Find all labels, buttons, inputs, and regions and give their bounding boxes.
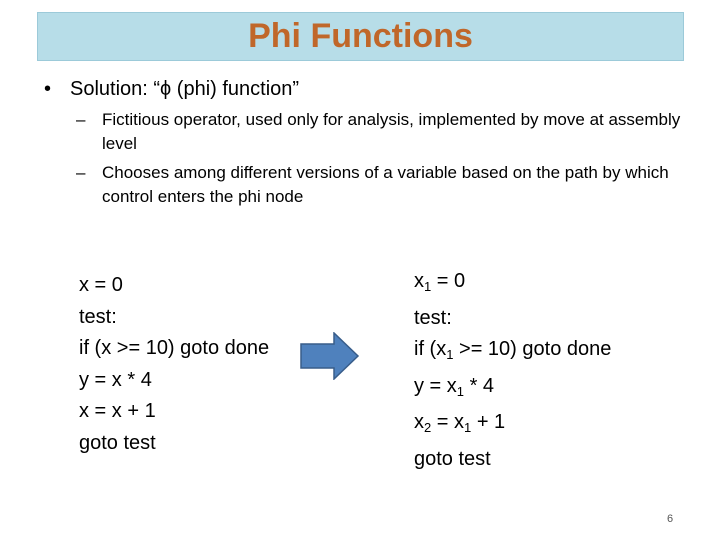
code-line: y = x * 4 <box>79 368 152 391</box>
code-line: $x_1 = 0$ <box>414 270 466 294</box>
code-line: goto test <box>79 431 156 454</box>
sub-bullet-text: Chooses among different versions of a variable based on the path by which control enters the phi node <box>102 163 669 206</box>
sub-bullet-1 <box>76 108 682 156</box>
code-line: if (x >= 10) goto done <box>79 337 270 359</box>
main-bullet <box>44 78 299 101</box>
code-line: test: <box>79 305 117 328</box>
code-line: x = 0 <box>79 274 123 296</box>
code-line: $x_2 = x_1 + 1$ <box>414 411 506 435</box>
sub-bullet-marker: – <box>76 163 86 182</box>
bullet-marker: • <box>44 78 52 100</box>
right-arrow-icon <box>300 332 360 380</box>
main-bullet-text: Solution: “ϕ (phi) function” <box>70 78 300 100</box>
code-line: $y = x_1 * 4$ <box>414 374 495 399</box>
code-line: goto test <box>414 447 491 470</box>
sub-bullet-2 <box>76 161 682 209</box>
code-line: if $(x_1 >= 10)$ goto done <box>414 338 612 362</box>
code-before <box>79 270 269 459</box>
page-number: 6 <box>667 513 674 525</box>
title-bar <box>37 12 684 61</box>
page-title: Phi Functions <box>248 17 473 55</box>
code-line: test: <box>414 306 452 329</box>
sub-bullet-text: Fictitious operator, used only for analysis, implemented by move at assembly level <box>102 110 681 153</box>
code-after <box>414 266 611 475</box>
code-line: x = x + 1 <box>79 400 156 422</box>
sub-bullet-marker: – <box>76 110 86 129</box>
